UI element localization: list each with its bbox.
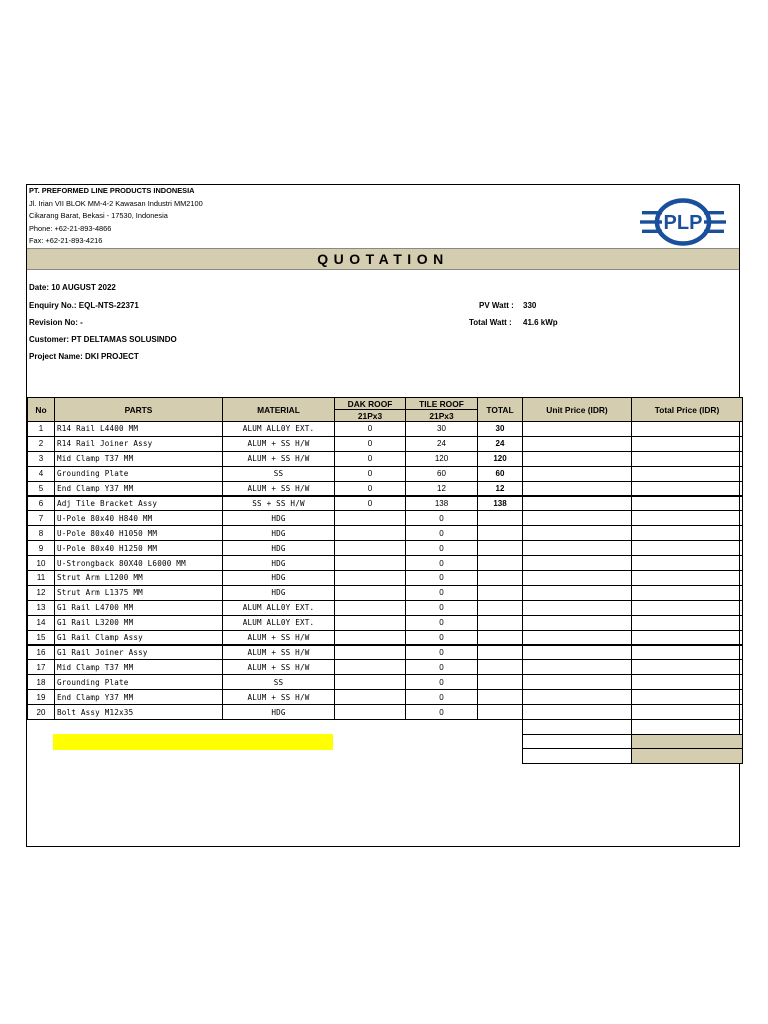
table-cell-no: 20: [27, 704, 55, 720]
table-cell-tile: 120: [405, 451, 478, 467]
table-cell-tile: 0: [405, 510, 478, 526]
enquiry-number: Enquiry No.: EQL-NTS-22371: [29, 301, 139, 310]
table-cell-tprice: [631, 600, 743, 616]
table-cell-material: HDG: [222, 585, 335, 601]
table-cell-tprice: [631, 645, 743, 661]
quotation-sheet: [26, 184, 740, 847]
header-parts: PARTS: [54, 397, 223, 422]
table-cell-tprice: [631, 585, 743, 601]
company-phone: Phone: +62-21-893-4866: [29, 223, 112, 233]
table-cell-tile: 0: [405, 555, 478, 571]
table-cell-unit: [522, 600, 632, 616]
header-no: No: [27, 397, 55, 422]
table-cell-tprice: [631, 496, 743, 512]
table-cell-tile: 0: [405, 674, 478, 690]
company-name: PT. PREFORMED LINE PRODUCTS INDONESIA: [29, 186, 195, 195]
table-cell-no: 3: [27, 451, 55, 467]
table-cell-no: 16: [27, 645, 55, 661]
table-cell-tile: 0: [405, 540, 478, 556]
table-cell-material: ALUM + SS H/W: [222, 436, 335, 452]
table-cell-tile: 0: [405, 585, 478, 601]
table-cell-total: [477, 600, 523, 616]
table-cell-tprice: [631, 525, 743, 541]
table-cell-unit: [522, 555, 632, 571]
table-cell-unit: [522, 421, 632, 437]
table-cell-total: [477, 674, 523, 690]
table-cell-part: Strut Arm L1375 MM: [54, 585, 223, 601]
table-cell-unit: [522, 630, 632, 646]
table-cell-no: 12: [27, 585, 55, 601]
table-cell-part: End Clamp Y37 MM: [54, 689, 223, 705]
company-info: [29, 185, 203, 248]
table-cell-part: End Clamp Y37 MM: [54, 481, 223, 497]
table-cell-material: SS: [222, 466, 335, 482]
table-cell-tile: 0: [405, 615, 478, 631]
table-cell-material: ALUM + SS H/W: [222, 645, 335, 661]
table-cell-tile: 24: [405, 436, 478, 452]
table-cell-material: HDG: [222, 704, 335, 720]
table-cell-total: [477, 585, 523, 601]
table-cell-dak: [334, 704, 406, 720]
table-cell-total: [477, 525, 523, 541]
table-cell-part: Bolt Assy M12x35: [54, 704, 223, 720]
table-cell-tile: 0: [405, 630, 478, 646]
table-cell-total: 12: [477, 481, 523, 497]
table-cell-unit: [522, 704, 632, 720]
pv-watt-value: 330: [523, 301, 537, 310]
table-cell-part: Mid Clamp T37 MM: [54, 659, 223, 675]
table-cell-unit: [522, 689, 632, 705]
header-tile-roof-sub: 21Px3: [405, 409, 478, 422]
table-cell-no: 18: [27, 674, 55, 690]
table-cell-part: G1 Rail Clamp Assy: [54, 630, 223, 646]
table-cell-total: [477, 704, 523, 720]
table-cell-dak: [334, 615, 406, 631]
table-cell-dak: 0: [334, 496, 406, 512]
table-cell-tile: 138: [405, 496, 478, 512]
table-cell-dak: [334, 674, 406, 690]
plp-logo-icon: [640, 197, 726, 247]
table-cell-dak: [334, 600, 406, 616]
table-cell-part: U-Pole 80x40 H1250 MM: [54, 540, 223, 556]
table-cell-unit: [522, 615, 632, 631]
table-cell-tile: 0: [405, 600, 478, 616]
table-cell-total: [477, 615, 523, 631]
table-cell-part: Mid Clamp T37 MM: [54, 451, 223, 467]
table-cell-no: 10: [27, 555, 55, 571]
table-cell-tprice: [631, 630, 743, 646]
table-cell-no: 17: [27, 659, 55, 675]
table-cell-material: ALUM ALL0Y EXT.: [222, 421, 335, 437]
header-dak-roof-sub: 21Px3: [334, 409, 406, 422]
company-address-line2: Cikarang Barat, Bekasi - 17530, Indonesia: [29, 211, 168, 221]
highlight-bar: [53, 734, 333, 750]
table-cell-no: 19: [27, 689, 55, 705]
table-cell-part: G1 Rail Joiner Assy: [54, 645, 223, 661]
header-unit-price: Unit Price (IDR): [522, 397, 632, 422]
table-cell-material: ALUM ALL0Y EXT.: [222, 600, 335, 616]
table-cell-tile: 0: [405, 570, 478, 586]
table-cell-tprice: [631, 704, 743, 720]
table-cell-tile: 30: [405, 421, 478, 437]
company-address-line1: Jl. Irian VII BLOK MM-4-2 Kawasan Industri MM2100: [29, 198, 203, 208]
table-cell-tile: 0: [405, 704, 478, 720]
header-total: TOTAL: [477, 397, 523, 422]
table-cell-total: [477, 510, 523, 526]
table-cell-dak: [334, 540, 406, 556]
table-cell-tile: 60: [405, 466, 478, 482]
table-cell-dak: [334, 555, 406, 571]
table-cell-tprice: [631, 540, 743, 556]
header-total-price: Total Price (IDR): [631, 397, 743, 422]
table-cell-unit: [522, 570, 632, 586]
table-cell-total: [477, 630, 523, 646]
table-cell-tprice: [631, 674, 743, 690]
table-cell-material: HDG: [222, 540, 335, 556]
summary-label-cell: [522, 748, 632, 764]
table-cell-total: 60: [477, 466, 523, 482]
table-cell-tprice: [631, 451, 743, 467]
table-cell-total: 138: [477, 496, 523, 512]
table-cell-no: 5: [27, 481, 55, 497]
table-cell-dak: 0: [334, 466, 406, 482]
table-cell-tprice: [631, 466, 743, 482]
customer-name: Customer: PT DELTAMAS SOLUSINDO: [29, 335, 177, 344]
table-cell-unit: [522, 525, 632, 541]
summary-value-cell: [631, 734, 743, 750]
table-cell-unit: [522, 481, 632, 497]
table-cell-tprice: [631, 570, 743, 586]
table-cell-no: 6: [27, 496, 55, 512]
table-cell-part: R14 Rail L4400 MM: [54, 421, 223, 437]
table-cell-no: 7: [27, 510, 55, 526]
table-cell-total: [477, 555, 523, 571]
table-cell-unit: [522, 466, 632, 482]
table-cell-material: ALUM + SS H/W: [222, 481, 335, 497]
table-cell-tprice: [631, 436, 743, 452]
table-cell-total: [477, 540, 523, 556]
table-cell-total: 30: [477, 421, 523, 437]
table-cell-material: ALUM + SS H/W: [222, 689, 335, 705]
total-watt-value: 41.6 kWp: [523, 318, 558, 327]
summary-label-cell: [522, 734, 632, 750]
table-cell-dak: [334, 510, 406, 526]
table-cell-total: 120: [477, 451, 523, 467]
table-cell-material: ALUM + SS H/W: [222, 630, 335, 646]
table-cell-no: 2: [27, 436, 55, 452]
project-name: Project Name: DKI PROJECT: [29, 352, 139, 361]
table-cell-dak: 0: [334, 481, 406, 497]
summary-value-cell: [631, 748, 743, 764]
table-cell-total: [477, 645, 523, 661]
table-cell-material: SS: [222, 674, 335, 690]
table-cell-no: 14: [27, 615, 55, 631]
table-cell-no: 4: [27, 466, 55, 482]
table-cell-unit: [522, 436, 632, 452]
table-cell-total: [477, 570, 523, 586]
table-cell-unit: [522, 510, 632, 526]
table-cell-dak: [334, 525, 406, 541]
company-fax: Fax: +62-21-893-4216: [29, 236, 103, 246]
table-cell-unit: [522, 645, 632, 661]
table-cell-unit: [522, 659, 632, 675]
table-cell-unit: [522, 496, 632, 512]
table-cell-part: G1 Rail L3200 MM: [54, 615, 223, 631]
table-cell-unit: [522, 540, 632, 556]
table-cell-dak: [334, 689, 406, 705]
pv-watt-label: PV Watt :: [479, 301, 514, 310]
table-cell-part: U-Pole 80x40 H1050 MM: [54, 525, 223, 541]
table-cell-part: R14 Rail Joiner Assy: [54, 436, 223, 452]
table-cell-material: ALUM + SS H/W: [222, 451, 335, 467]
table-cell-total: [477, 689, 523, 705]
total-watt-label: Total Watt :: [469, 318, 512, 327]
table-cell-material: HDG: [222, 510, 335, 526]
table-cell-no: 1: [27, 421, 55, 437]
table-cell-tile: 0: [405, 525, 478, 541]
header-dak-roof: DAK ROOF: [334, 397, 406, 410]
table-cell-part: Grounding Plate: [54, 466, 223, 482]
table-cell-dak: [334, 659, 406, 675]
table-cell-tprice: [631, 421, 743, 437]
table-cell-no: 15: [27, 630, 55, 646]
table-cell-dak: [334, 585, 406, 601]
summary-label-cell: [522, 719, 632, 735]
table-cell-part: Grounding Plate: [54, 674, 223, 690]
header-tile-roof: TILE ROOF: [405, 397, 478, 410]
table-cell-tprice: [631, 615, 743, 631]
table-cell-dak: 0: [334, 436, 406, 452]
table-cell-unit: [522, 451, 632, 467]
table-cell-no: 13: [27, 600, 55, 616]
table-cell-dak: 0: [334, 451, 406, 467]
logo-text: PLP: [663, 212, 703, 234]
table-cell-unit: [522, 674, 632, 690]
table-cell-tile: 0: [405, 689, 478, 705]
table-cell-material: SS + SS H/W: [222, 496, 335, 512]
table-cell-unit: [522, 585, 632, 601]
table-cell-tprice: [631, 555, 743, 571]
table-cell-tile: 12: [405, 481, 478, 497]
page-title: QUOTATION: [27, 248, 739, 270]
table-cell-part: G1 Rail L4700 MM: [54, 600, 223, 616]
table-cell-material: ALUM + SS H/W: [222, 659, 335, 675]
table-cell-dak: [334, 570, 406, 586]
table-cell-part: U-Pole 80x40 H840 MM: [54, 510, 223, 526]
header-material: MATERIAL: [222, 397, 335, 422]
table-cell-material: HDG: [222, 555, 335, 571]
table-cell-no: 11: [27, 570, 55, 586]
table-cell-tprice: [631, 659, 743, 675]
table-cell-no: 9: [27, 540, 55, 556]
table-cell-part: U-Strongback 80X40 L6000 MM: [54, 555, 223, 571]
table-cell-material: ALUM ALL0Y EXT.: [222, 615, 335, 631]
table-cell-tprice: [631, 510, 743, 526]
table-cell-part: Adj Tile Bracket Assy: [54, 496, 223, 512]
table-cell-total: 24: [477, 436, 523, 452]
table-cell-dak: [334, 630, 406, 646]
table-cell-tile: 0: [405, 645, 478, 661]
table-cell-tprice: [631, 481, 743, 497]
table-cell-tprice: [631, 689, 743, 705]
table-cell-material: HDG: [222, 525, 335, 541]
table-cell-dak: [334, 645, 406, 661]
table-cell-dak: 0: [334, 421, 406, 437]
table-cell-no: 8: [27, 525, 55, 541]
table-cell-material: HDG: [222, 570, 335, 586]
table-cell-total: [477, 659, 523, 675]
revision-number: Revision No: -: [29, 318, 83, 327]
table-cell-tile: 0: [405, 659, 478, 675]
quote-date: Date: 10 AUGUST 2022: [29, 283, 116, 292]
summary-value-cell: [631, 719, 743, 735]
table-cell-part: Strut Arm L1200 MM: [54, 570, 223, 586]
